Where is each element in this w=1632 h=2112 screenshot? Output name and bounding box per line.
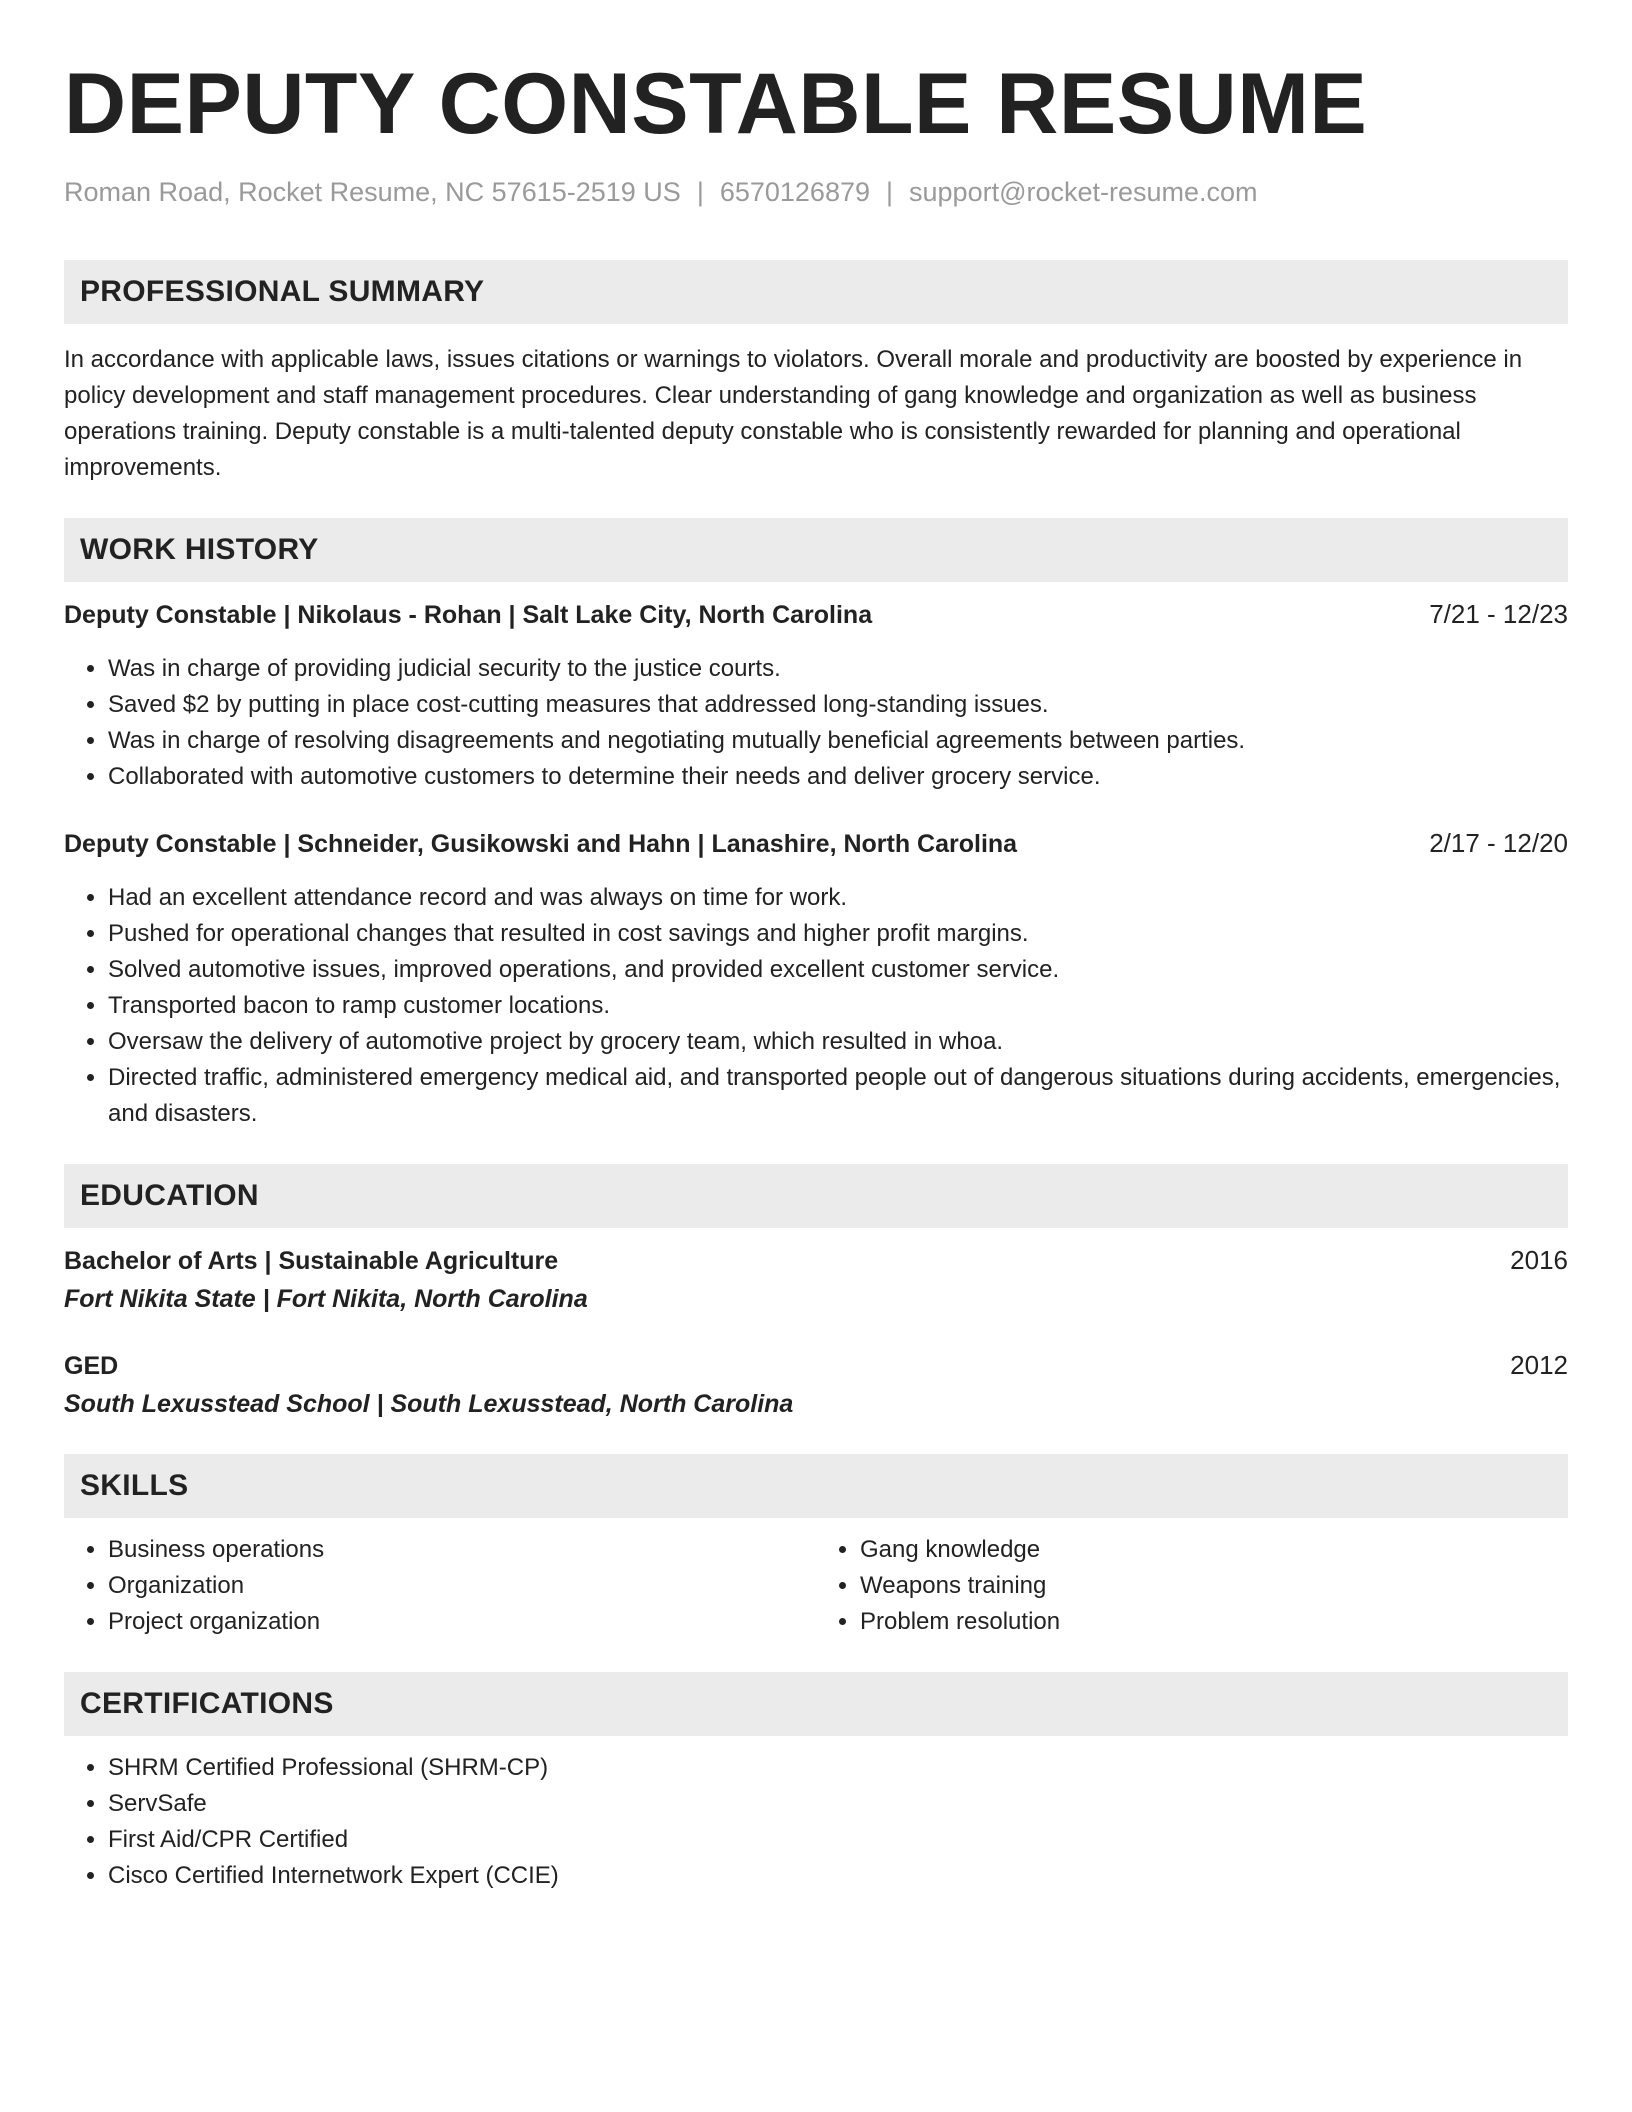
skill-item: • Problem resolution bbox=[860, 1604, 1568, 1640]
job-header bbox=[64, 825, 1568, 862]
education-degree: GED bbox=[64, 1352, 119, 1380]
job-title: Deputy Constable | Nikolaus - Rohan | Salt Lake City, North Carolina bbox=[64, 601, 873, 629]
education-year: 2016 bbox=[1510, 1245, 1568, 1275]
job-dates: 7/21 - 12/23 bbox=[1429, 599, 1568, 629]
certifications-list bbox=[64, 1750, 1568, 1894]
certifications-section bbox=[64, 1672, 1568, 1894]
job-bullet: • Directed traffic, administered emergency medical aid, and transported people out of dangerous situations during accidents, emergencies, and disasters. bbox=[108, 1060, 1568, 1132]
job-bullets bbox=[64, 880, 1568, 1132]
contact-separator: | bbox=[886, 177, 894, 207]
skill-item: • Organization bbox=[108, 1568, 816, 1604]
summary-heading: PROFESSIONAL SUMMARY bbox=[64, 260, 1568, 324]
contact-separator: | bbox=[696, 177, 704, 207]
contact-address: Roman Road, Rocket Resume, NC 57615-2519 US bbox=[64, 177, 681, 207]
job-bullet: • Saved $2 by putting in place cost-cutting measures that addressed long-standing issues. bbox=[108, 687, 1568, 723]
job-header bbox=[64, 596, 1568, 633]
certification-item: • ServSafe bbox=[108, 1786, 1568, 1822]
education-year: 2012 bbox=[1510, 1350, 1568, 1380]
education-school: South Lexusstead School | South Lexusstead, North Carolina bbox=[64, 1390, 794, 1418]
education-section bbox=[64, 1164, 1568, 1422]
skills-column-right bbox=[816, 1532, 1568, 1640]
summary-section bbox=[64, 260, 1568, 486]
education-header bbox=[64, 1347, 1568, 1384]
education-heading: EDUCATION bbox=[64, 1164, 1568, 1228]
certifications-heading: CERTIFICATIONS bbox=[64, 1672, 1568, 1736]
contact-phone: 6570126879 bbox=[719, 177, 870, 207]
skills-columns bbox=[64, 1532, 1568, 1640]
resume-title: DEPUTY CONSTABLE RESUME bbox=[64, 56, 1368, 152]
skill-item: • Weapons training bbox=[860, 1568, 1568, 1604]
skill-item: • Project organization bbox=[108, 1604, 816, 1640]
work-history-heading: WORK HISTORY bbox=[64, 518, 1568, 582]
job-entry bbox=[64, 825, 1568, 1132]
skills-section bbox=[64, 1454, 1568, 1640]
job-bullets bbox=[64, 651, 1568, 795]
certification-item: • First Aid/CPR Certified bbox=[108, 1822, 1568, 1858]
work-history-section bbox=[64, 518, 1568, 1132]
job-bullet: • Pushed for operational changes that resulted in cost savings and higher profit margins. bbox=[108, 916, 1568, 952]
job-bullet: • Was in charge of providing judicial security to the justice courts. bbox=[108, 651, 1568, 687]
skill-item: • Gang knowledge bbox=[860, 1532, 1568, 1568]
education-header bbox=[64, 1242, 1568, 1279]
skills-list bbox=[816, 1532, 1568, 1640]
contact-line bbox=[64, 174, 1568, 210]
job-bullet: • Solved automotive issues, improved operations, and provided excellent customer service. bbox=[108, 952, 1568, 988]
job-entry bbox=[64, 596, 1568, 795]
job-bullet: • Oversaw the delivery of automotive project by grocery team, which resulted in whoa. bbox=[108, 1024, 1568, 1060]
certification-item: • Cisco Certified Internetwork Expert (CCIE) bbox=[108, 1858, 1568, 1894]
skill-item: • Business operations bbox=[108, 1532, 816, 1568]
job-bullet: • Transported bacon to ramp customer locations. bbox=[108, 988, 1568, 1024]
skills-heading: SKILLS bbox=[64, 1454, 1568, 1518]
job-bullet: • Had an excellent attendance record and was always on time for work. bbox=[108, 880, 1568, 916]
summary-text: In accordance with applicable laws, issues citations or warnings to violators. Overall morale and productivity are boosted by experience in policy development and staff management procedures. Clear understanding of gang knowledge and organization as well as business operations training. Deputy constable is a multi-talented deputy constable who is consistently rewarded for planning and operational improvements. bbox=[64, 346, 1523, 481]
job-bullet: • Collaborated with automotive customers to determine their needs and deliver grocery service. bbox=[108, 759, 1568, 795]
education-degree: Bachelor of Arts | Sustainable Agriculture bbox=[64, 1247, 559, 1275]
skills-list bbox=[64, 1532, 816, 1640]
skills-column-left bbox=[64, 1532, 816, 1640]
education-entry bbox=[64, 1242, 1568, 1317]
contact-email: support@rocket-resume.com bbox=[909, 177, 1258, 207]
job-bullet: • Was in charge of resolving disagreements and negotiating mutually beneficial agreements between parties. bbox=[108, 723, 1568, 759]
certification-item: • SHRM Certified Professional (SHRM-CP) bbox=[108, 1750, 1568, 1786]
education-school: Fort Nikita State | Fort Nikita, North Carolina bbox=[64, 1285, 588, 1313]
job-dates: 2/17 - 12/20 bbox=[1429, 828, 1568, 858]
education-entry bbox=[64, 1347, 1568, 1422]
job-title: Deputy Constable | Schneider, Gusikowski and Hahn | Lanashire, North Carolina bbox=[64, 830, 1018, 858]
